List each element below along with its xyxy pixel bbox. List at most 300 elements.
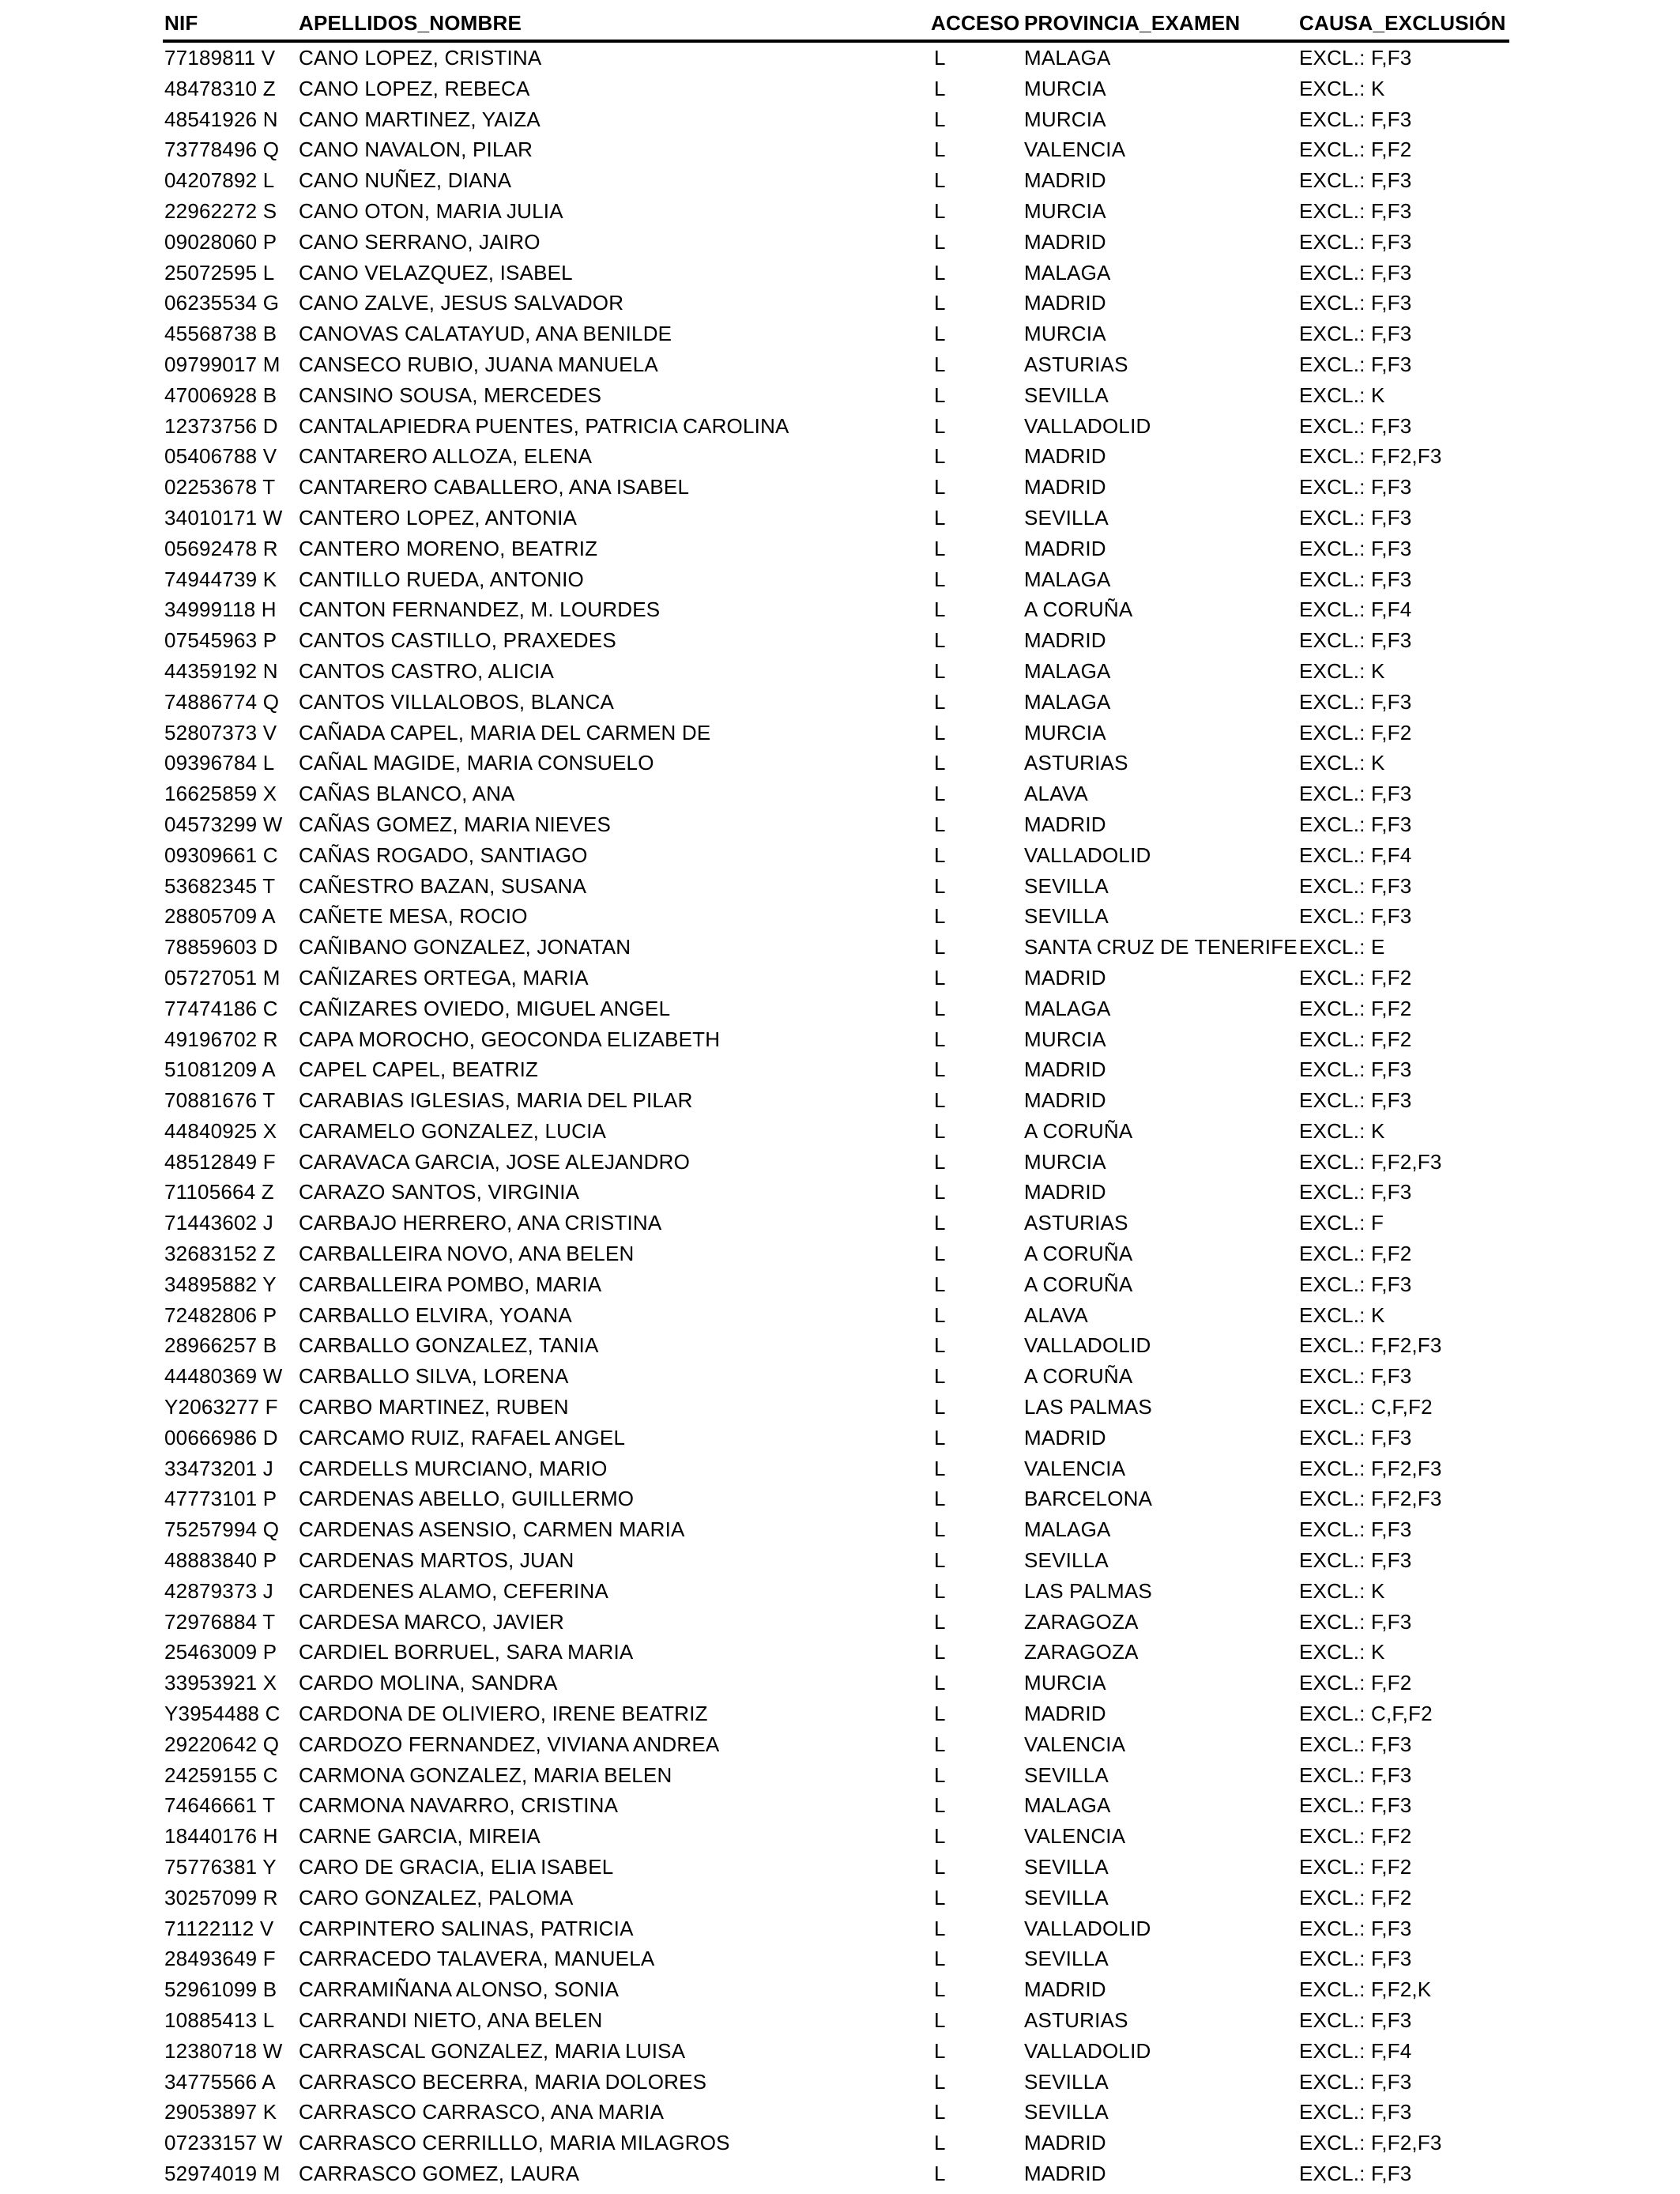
provincia-examen-cell: SEVILLA [1024,1855,1109,1879]
causa-exclusion-cell: EXCL.: F,F2 [1299,1855,1412,1879]
causa-exclusion-cell: EXCL.: F,F3 [1299,1762,1412,1787]
table-row [163,2097,1509,2128]
table-row [163,594,1509,625]
table-row [163,1269,1509,1300]
provincia-examen-cell: MADRID [1024,168,1106,193]
apellidos-nombre-cell: CARNE GARCIA, MIREIA [299,1824,541,1849]
causa-exclusion-cell: EXCL.: C,F,F2 [1299,1702,1433,1726]
causa-exclusion-cell: EXCL.: K [1299,658,1385,683]
table-row [163,809,1509,840]
acceso-cell: L [934,1487,946,1511]
header-nif: NIF [164,11,198,35]
acceso-cell: L [934,1180,946,1204]
header-provincia-examen: PROVINCIA_EXAMEN [1024,11,1241,35]
provincia-examen-cell: A CORUÑA [1024,1118,1133,1143]
nif-cell: 47773101 P [164,1487,277,1511]
apellidos-nombre-cell: CAÑADA CAPEL, MARIA DEL CARMEN DE [299,720,711,745]
nif-cell: 45568738 B [164,322,277,346]
acceso-cell: L [934,1364,946,1389]
nif-cell: 29220642 Q [164,1732,280,1756]
causa-exclusion-cell: EXCL.: F,F3 [1299,782,1412,806]
causa-exclusion-cell: EXCL.: F,F3 [1299,1793,1412,1818]
acceso-cell: L [934,229,946,254]
provincia-examen-cell: MURCIA [1024,107,1106,131]
table-row [163,472,1509,503]
provincia-examen-cell: A CORUÑA [1024,1242,1133,1266]
table-row [163,2158,1509,2189]
table-row [163,1300,1509,1331]
acceso-cell: L [934,965,946,990]
nif-cell: 09309661 C [164,843,278,867]
apellidos-nombre-cell: CANTOS CASTRO, ALICIA [299,658,555,683]
acceso-cell: L [934,782,946,806]
table-row [163,1330,1509,1361]
provincia-examen-cell: VALENCIA [1024,1824,1126,1849]
apellidos-nombre-cell: CARMONA GONZALEZ, MARIA BELEN [299,1762,672,1787]
provincia-examen-cell: ALAVA [1024,782,1088,806]
acceso-cell: L [934,2131,946,2155]
causa-exclusion-cell: EXCL.: F,F2 [1299,965,1412,990]
provincia-examen-cell: ALAVA [1024,1302,1088,1327]
provincia-examen-cell: ZARAGOZA [1024,1609,1139,1634]
causa-exclusion-cell: EXCL.: C,F,F2 [1299,1395,1433,1419]
nif-cell: 52961099 B [164,1977,277,2002]
acceso-cell: L [934,935,946,959]
apellidos-nombre-cell: CARDIEL BORRUEL, SARA MARIA [299,1640,634,1664]
table-row [163,196,1509,227]
nif-cell: Y2063277 F [164,1395,278,1419]
nif-cell: 78859603 D [164,935,278,959]
apellidos-nombre-cell: CARO DE GRACIA, ELIA ISABEL [299,1855,614,1879]
provincia-examen-cell: SEVILLA [1024,2069,1109,2094]
provincia-examen-cell: MALAGA [1024,46,1111,70]
apellidos-nombre-cell: CARRASCO CERRILLLO, MARIA MILAGROS [299,2131,730,2155]
causa-exclusion-cell: EXCL.: F,F3 [1299,567,1412,591]
causa-exclusion-cell: EXCL.: F,F3 [1299,1517,1412,1542]
causa-exclusion-cell: EXCL.: F,F2 [1299,1671,1412,1695]
nif-cell: 51081209 A [164,1057,276,1082]
acceso-cell: L [934,1578,946,1603]
provincia-examen-cell: SEVILLA [1024,1762,1109,1787]
apellidos-nombre-cell: CANTON FERNANDEZ, M. LOURDES [299,598,661,622]
apellidos-nombre-cell: CARDENAS ASENSIO, CARMEN MARIA [299,1517,685,1542]
acceso-cell: L [934,2008,946,2032]
provincia-examen-cell: BARCELONA [1024,1487,1153,1511]
nif-cell: 74944739 K [164,567,277,591]
nif-cell: 73778496 Q [164,138,280,162]
provincia-examen-cell: MADRID [1024,1057,1106,1082]
acceso-cell: L [934,2100,946,2124]
causa-exclusion-cell: EXCL.: F,F3 [1299,1180,1412,1204]
causa-exclusion-cell: EXCL.: F,F3 [1299,1272,1412,1296]
causa-exclusion-cell: EXCL.: F,F3 [1299,873,1412,898]
apellidos-nombre-cell: CARBALLO SILVA, LORENA [299,1364,569,1389]
acceso-cell: L [934,843,946,867]
nif-cell: 07233157 W [164,2131,283,2155]
apellidos-nombre-cell: CAÑAS ROGADO, SANTIAGO [299,843,588,867]
apellidos-nombre-cell: CARRASCAL GONZALEZ, MARIA LUISA [299,2038,686,2063]
acceso-cell: L [934,1793,946,1818]
acceso-cell: L [934,46,946,70]
nif-cell: 12380718 W [164,2038,283,2063]
header-apellidos-nombre: APELLIDOS_NOMBRE [299,11,522,35]
causa-exclusion-cell: EXCL.: F,F4 [1299,598,1412,622]
table-row [163,2036,1509,2067]
acceso-cell: L [934,904,946,929]
nif-cell: 75776381 Y [164,1855,277,1879]
table-row [163,1453,1509,1484]
acceso-cell: L [934,1302,946,1327]
apellidos-nombre-cell: CANTERO LOPEZ, ANTONIA [299,505,578,530]
nif-cell: 06235534 G [164,291,280,315]
apellidos-nombre-cell: CANTARERO ALLOZA, ELENA [299,444,593,469]
acceso-cell: L [934,444,946,469]
acceso-cell: L [934,260,946,285]
nif-cell: 00666986 D [164,1425,278,1449]
table-row [163,165,1509,196]
nif-cell: 12373756 D [164,413,278,438]
apellidos-nombre-cell: CANTOS CASTILLO, PRAXEDES [299,628,616,653]
causa-exclusion-cell: EXCL.: F,F2,F3 [1299,1149,1442,1174]
apellidos-nombre-cell: CANSECO RUBIO, JUANA MANUELA [299,352,658,376]
table-row [163,871,1509,902]
apellidos-nombre-cell: CANSINO SOUSA, MERCEDES [299,383,602,407]
nif-cell: 25072595 L [164,260,275,285]
acceso-cell: L [934,1057,946,1082]
provincia-examen-cell: MURCIA [1024,76,1106,100]
causa-exclusion-cell: EXCL.: F,F2,F3 [1299,1333,1442,1358]
causa-exclusion-cell: EXCL.: F,F3 [1299,1057,1412,1082]
apellidos-nombre-cell: CANTARERO CABALLERO, ANA ISABEL [299,475,690,499]
table-row [163,503,1509,533]
acceso-cell: L [934,2161,946,2185]
nif-cell: 34775566 A [164,2069,276,2094]
header-causa-exclusion: CAUSA_EXCLUSIÓN [1299,11,1506,35]
nif-cell: 44840925 X [164,1118,277,1143]
provincia-examen-cell: MALAGA [1024,1517,1111,1542]
causa-exclusion-cell: EXCL.: F,F2 [1299,1242,1412,1266]
provincia-examen-cell: SEVILLA [1024,1548,1109,1573]
table-header [163,6,1509,41]
table-row [163,840,1509,871]
causa-exclusion-cell: EXCL.: F,F2,F3 [1299,1456,1442,1480]
table-row [163,1054,1509,1085]
provincia-examen-cell: SEVILLA [1024,1947,1109,1971]
causa-exclusion-cell: EXCL.: F,F2,F3 [1299,444,1442,469]
provincia-examen-cell: SEVILLA [1024,2100,1109,2124]
provincia-examen-cell: MADRID [1024,475,1106,499]
exclusion-list-page [163,6,1509,2189]
nif-cell: 33473201 J [164,1456,273,1480]
causa-exclusion-cell: EXCL.: F,F2,K [1299,1977,1432,2002]
nif-cell: 77474186 C [164,996,278,1020]
acceso-cell: L [934,567,946,591]
causa-exclusion-cell: EXCL.: F,F3 [1299,1088,1412,1113]
table-row [163,778,1509,809]
apellidos-nombre-cell: CARABIAS IGLESIAS, MARIA DEL PILAR [299,1088,693,1113]
causa-exclusion-cell: EXCL.: F,F3 [1299,689,1412,714]
table-row [163,1483,1509,1514]
provincia-examen-cell: SEVILLA [1024,1885,1109,1909]
acceso-cell: L [934,1395,946,1419]
causa-exclusion-cell: EXCL.: K [1299,1118,1385,1143]
nif-cell: 28805709 A [164,904,276,929]
provincia-examen-cell: ZARAGOZA [1024,1640,1139,1664]
acceso-cell: L [934,1609,946,1634]
provincia-examen-cell: MADRID [1024,812,1106,836]
causa-exclusion-cell: EXCL.: K [1299,751,1385,775]
table-row [163,1698,1509,1729]
provincia-examen-cell: LAS PALMAS [1024,1578,1152,1603]
acceso-cell: L [934,138,946,162]
apellidos-nombre-cell: CARBALLO ELVIRA, YOANA [299,1302,572,1327]
acceso-cell: L [934,76,946,100]
apellidos-nombre-cell: CANO SERRANO, JAIRO [299,229,541,254]
apellidos-nombre-cell: CARAVACA GARCIA, JOSE ALEJANDRO [299,1149,691,1174]
table-row [163,718,1509,748]
table-row [163,1668,1509,1698]
causa-exclusion-cell: EXCL.: F,F2,F3 [1299,2131,1442,2155]
apellidos-nombre-cell: CANOVAS CALATAYUD, ANA BENILDE [299,322,672,346]
apellidos-nombre-cell: CANTALAPIEDRA PUENTES, PATRICIA CAROLINA [299,413,789,438]
nif-cell: 42879373 J [164,1578,273,1603]
table-row [163,963,1509,993]
apellidos-nombre-cell: CARDELLS MURCIANO, MARIO [299,1456,608,1480]
causa-exclusion-cell: EXCL.: K [1299,1578,1385,1603]
table-row [163,1576,1509,1607]
causa-exclusion-cell: EXCL.: F,F3 [1299,475,1412,499]
causa-exclusion-cell: EXCL.: F,F3 [1299,1364,1412,1389]
causa-exclusion-cell: EXCL.: F,F3 [1299,291,1412,315]
causa-exclusion-cell: EXCL.: F,F3 [1299,198,1412,223]
table-row [163,1116,1509,1147]
acceso-cell: L [934,2069,946,2094]
causa-exclusion-cell: EXCL.: F,F4 [1299,2038,1412,2063]
apellidos-nombre-cell: CARDENAS MARTOS, JUAN [299,1548,574,1573]
nif-cell: 48541926 N [164,107,278,131]
acceso-cell: L [934,751,946,775]
acceso-cell: L [934,107,946,131]
apellidos-nombre-cell: CAÑAS GOMEZ, MARIA NIEVES [299,812,612,836]
acceso-cell: L [934,198,946,223]
apellidos-nombre-cell: CANO VELAZQUEZ, ISABEL [299,260,573,285]
nif-cell: 52807373 V [164,720,277,745]
apellidos-nombre-cell: CARMONA NAVARRO, CRISTINA [299,1793,619,1818]
nif-cell: 16625859 X [164,782,277,806]
table-row [163,932,1509,963]
table-row [163,1760,1509,1791]
nif-cell: 18440176 H [164,1824,278,1849]
acceso-cell: L [934,1149,946,1174]
causa-exclusion-cell: EXCL.: F,F3 [1299,413,1412,438]
nif-cell: 02253678 T [164,475,276,499]
causa-exclusion-cell: EXCL.: F,F3 [1299,1947,1412,1971]
nif-cell: 72976884 T [164,1609,276,1634]
provincia-examen-cell: MALAGA [1024,260,1111,285]
acceso-cell: L [934,383,946,407]
nif-cell: 77189811 V [164,46,276,70]
provincia-examen-cell: MADRID [1024,965,1106,990]
causa-exclusion-cell: EXCL.: F,F3 [1299,812,1412,836]
table-row [163,1024,1509,1055]
apellidos-nombre-cell: CARDOZO FERNANDEZ, VIVIANA ANDREA [299,1732,720,1756]
table-row [163,1607,1509,1638]
nif-cell: 34999118 H [164,598,277,622]
acceso-cell: L [934,1732,946,1756]
apellidos-nombre-cell: CANO LOPEZ, REBECA [299,76,530,100]
causa-exclusion-cell: EXCL.: F,F3 [1299,2161,1412,2185]
provincia-examen-cell: MALAGA [1024,996,1111,1020]
provincia-examen-cell: MADRID [1024,291,1106,315]
provincia-examen-cell: MADRID [1024,1977,1106,2002]
provincia-examen-cell: ASTURIAS [1024,1211,1128,1235]
provincia-examen-cell: SEVILLA [1024,505,1109,530]
nif-cell: 48512849 F [164,1149,276,1174]
apellidos-nombre-cell: CAÑIZARES OVIEDO, MIGUEL ANGEL [299,996,671,1020]
acceso-cell: L [934,1824,946,1849]
acceso-cell: L [934,658,946,683]
acceso-cell: L [934,352,946,376]
table-row [163,564,1509,595]
causa-exclusion-cell: EXCL.: F,F3 [1299,168,1412,193]
exclusion-table [163,6,1509,2189]
acceso-cell: L [934,1702,946,1726]
provincia-examen-cell: A CORUÑA [1024,1364,1133,1389]
table-row [163,2067,1509,2098]
acceso-cell: L [934,1640,946,1664]
provincia-examen-cell: MADRID [1024,1702,1106,1726]
nif-cell: 70881676 T [164,1088,276,1113]
causa-exclusion-cell: EXCL.: F,F3 [1299,2008,1412,2032]
provincia-examen-cell: MURCIA [1024,1027,1106,1051]
table-row [163,1913,1509,1944]
nif-cell: 74886774 Q [164,689,280,714]
provincia-examen-cell: MADRID [1024,229,1106,254]
causa-exclusion-cell: EXCL.: F,F3 [1299,352,1412,376]
nif-cell: 52974019 M [164,2161,281,2185]
provincia-examen-cell: VALLADOLID [1024,1916,1151,1940]
table-row [163,134,1509,165]
nif-cell: 28493649 F [164,1947,276,1971]
table-row [163,1790,1509,1821]
apellidos-nombre-cell: CAÑETE MESA, ROCIO [299,904,528,929]
nif-cell: 29053897 K [164,2100,277,2124]
apellidos-nombre-cell: CANTILLO RUEDA, ANTONIO [299,567,584,591]
table-row [163,1729,1509,1760]
table-row [163,380,1509,411]
table-row [163,2005,1509,2036]
provincia-examen-cell: LAS PALMAS [1024,1395,1152,1419]
causa-exclusion-cell: EXCL.: F,F4 [1299,843,1412,867]
acceso-cell: L [934,1425,946,1449]
causa-exclusion-cell: EXCL.: F,F2,F3 [1299,1487,1442,1511]
acceso-cell: L [934,996,946,1020]
nif-cell: 05406788 V [164,444,277,469]
provincia-examen-cell: MALAGA [1024,567,1111,591]
nif-cell: 34895882 Y [164,1272,277,1296]
causa-exclusion-cell: EXCL.: F,F3 [1299,322,1412,346]
table-row [163,1943,1509,1974]
causa-exclusion-cell: EXCL.: E [1299,935,1385,959]
apellidos-nombre-cell: CANO LOPEZ, CRISTINA [299,46,542,70]
causa-exclusion-cell: EXCL.: K [1299,1640,1385,1664]
table-row [163,1821,1509,1852]
provincia-examen-cell: MADRID [1024,1425,1106,1449]
nif-cell: 10885413 L [164,2008,275,2032]
acceso-cell: L [934,1977,946,2002]
nif-cell: 28966257 B [164,1333,277,1358]
causa-exclusion-cell: EXCL.: K [1299,383,1385,407]
provincia-examen-cell: SEVILLA [1024,873,1109,898]
nif-cell: 44480369 W [164,1364,283,1389]
provincia-examen-cell: VALENCIA [1024,1456,1126,1480]
table-row [163,1883,1509,1913]
apellidos-nombre-cell: CARAMELO GONZALEZ, LUCIA [299,1118,607,1143]
causa-exclusion-cell: EXCL.: F,F2 [1299,720,1412,745]
table-row [163,2128,1509,2158]
acceso-cell: L [934,168,946,193]
apellidos-nombre-cell: CARRANDI NIETO, ANA BELEN [299,2008,603,2032]
apellidos-nombre-cell: CARPINTERO SALINAS, PATRICIA [299,1916,634,1940]
apellidos-nombre-cell: CARDONA DE OLIVIERO, IRENE BEATRIZ [299,1702,708,1726]
apellidos-nombre-cell: CARBAJO HERRERO, ANA CRISTINA [299,1211,662,1235]
causa-exclusion-cell: EXCL.: F,F3 [1299,1548,1412,1573]
table-row [163,441,1509,472]
header-acceso: ACCESO [931,11,1020,35]
table-row [163,1085,1509,1116]
acceso-cell: L [934,322,946,346]
causa-exclusion-cell: EXCL.: F,F2 [1299,1824,1412,1849]
apellidos-nombre-cell: CARDENAS ABELLO, GUILLERMO [299,1487,635,1511]
causa-exclusion-cell: EXCL.: F,F2 [1299,138,1412,162]
provincia-examen-cell: MADRID [1024,444,1106,469]
table-row [163,1974,1509,2005]
apellidos-nombre-cell: CARRASCO BECERRA, MARIA DOLORES [299,2069,707,2094]
acceso-cell: L [934,1762,946,1787]
provincia-examen-cell: A CORUÑA [1024,598,1133,622]
nif-cell: 09028060 P [164,229,277,254]
causa-exclusion-cell: EXCL.: F,F3 [1299,628,1412,653]
causa-exclusion-cell: EXCL.: F,F3 [1299,1425,1412,1449]
table-row [163,74,1509,104]
nif-cell: 04573299 W [164,812,283,836]
provincia-examen-cell: ASTURIAS [1024,2008,1128,2032]
apellidos-nombre-cell: CARRASCO GOMEZ, LAURA [299,2161,580,2185]
apellidos-nombre-cell: CARAZO SANTOS, VIRGINIA [299,1180,580,1204]
provincia-examen-cell: VALLADOLID [1024,2038,1151,2063]
table-row [163,901,1509,932]
table-row [163,1361,1509,1392]
apellidos-nombre-cell: CARBALLEIRA NOVO, ANA BELEN [299,1242,635,1266]
acceso-cell: L [934,505,946,530]
apellidos-nombre-cell: CARDESA MARCO, JAVIER [299,1609,565,1634]
nif-cell: 24259155 C [164,1762,278,1787]
apellidos-nombre-cell: CANTOS VILLALOBOS, BLANCA [299,689,614,714]
apellidos-nombre-cell: CANO OTON, MARIA JULIA [299,198,563,223]
acceso-cell: L [934,1671,946,1695]
acceso-cell: L [934,1027,946,1051]
table-row [163,533,1509,564]
acceso-cell: L [934,1118,946,1143]
nif-cell: 48883840 P [164,1548,277,1573]
apellidos-nombre-cell: CAPA MOROCHO, GEOCONDA ELIZABETH [299,1027,721,1051]
causa-exclusion-cell: EXCL.: F,F2 [1299,996,1412,1020]
apellidos-nombre-cell: CAPEL CAPEL, BEATRIZ [299,1057,539,1082]
causa-exclusion-cell: EXCL.: F,F3 [1299,1732,1412,1756]
nif-cell: 22962272 S [164,198,277,223]
nif-cell: 07545963 P [164,628,277,653]
table-row [163,1177,1509,1208]
